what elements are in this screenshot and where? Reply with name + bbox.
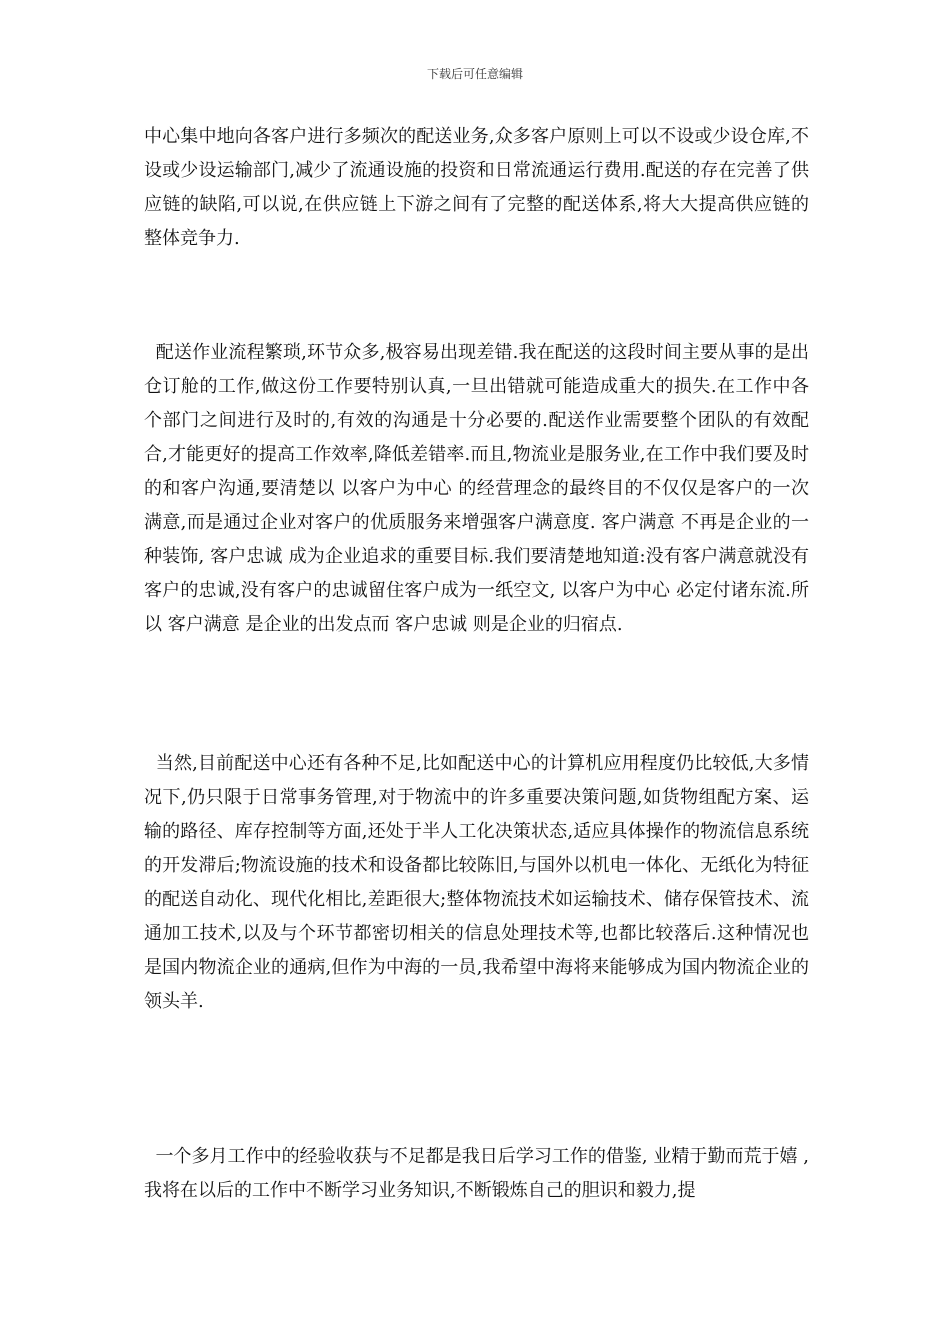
paragraph-1: 中心集中地向各客户进行多频次的配送业务,众多客户原则上可以不设或少设仓库,不设或少设运输部门,减少了流通设施的投资和日常流通运行费用.配送的存在完善了供应链的缺陷,可以说,在供应链上下游之间有了完整的配送体系,将大大提高供应链的整体竞争力.	[144, 126, 809, 249]
paragraph-4: 一个多月工作中的经验收获与不足都是我日后学习工作的借鉴, 业精于勤而荒于嬉 ,我将在以后的工作中不断学习业务知识,不断锻炼自己的胆识和毅力,提	[144, 1146, 809, 1201]
paragraph-2: 配送作业流程繁琐,环节众多,极容易出现差错.我在配送的这段时间主要从事的是出仓订舱的工作,做这份工作要特别认真,一旦出错就可能造成重大的损失.在工作中各个部门之间进行及时的,有效的沟通是十分必要的.配送作业需要整个团队的有效配合,才能更好的提高工作效率,降低差错率.而且,物流业是服务业,在工作中我们要及时的和客户沟通,要清楚以 以客户为中心 的经营理念的最终目的不仅仅是客户的一次满意,而是通过企业对客户的优质服务来增强客户满意度. 客户满意 不再是企业的一种装饰, 客户忠诚 成为企业追求的重要目标.我们要清楚地知道:没有客户满意就没有客户的忠诚,没有客户的忠诚留住客户成为一纸空文, 以客户为中心 必定付诸东流.所以 客户满意 是企业的出发点而 客户忠诚 则是企业的归宿点.	[144, 342, 809, 635]
paragraph-3: 当然,目前配送中心还有各种不足,比如配送中心的计算机应用程度仍比较低,大多情况下,仍只限于日常事务管理,对于物流中的许多重要决策问题,如货物组配方案、运输的路径、库存控制等方面,还处于半人工化决策状态,适应具体操作的物流信息系统的开发滞后;物流设施的技术和设备都比较陈旧,与国外以机电一体化、无纸化为特征的配送自动化、现代化相比,差距很大;整体物流技术如运输技术、储存保管技术、流通加工技术,以及与个环节都密切相关的信息处理技术等,也都比较落后.这种情况也是国内物流企业的通病,但作为中海的一员,我希望中海将来能够成为国内物流企业的领头羊.	[144, 753, 809, 1012]
header-note: 下载后可任意编辑	[426, 67, 523, 81]
